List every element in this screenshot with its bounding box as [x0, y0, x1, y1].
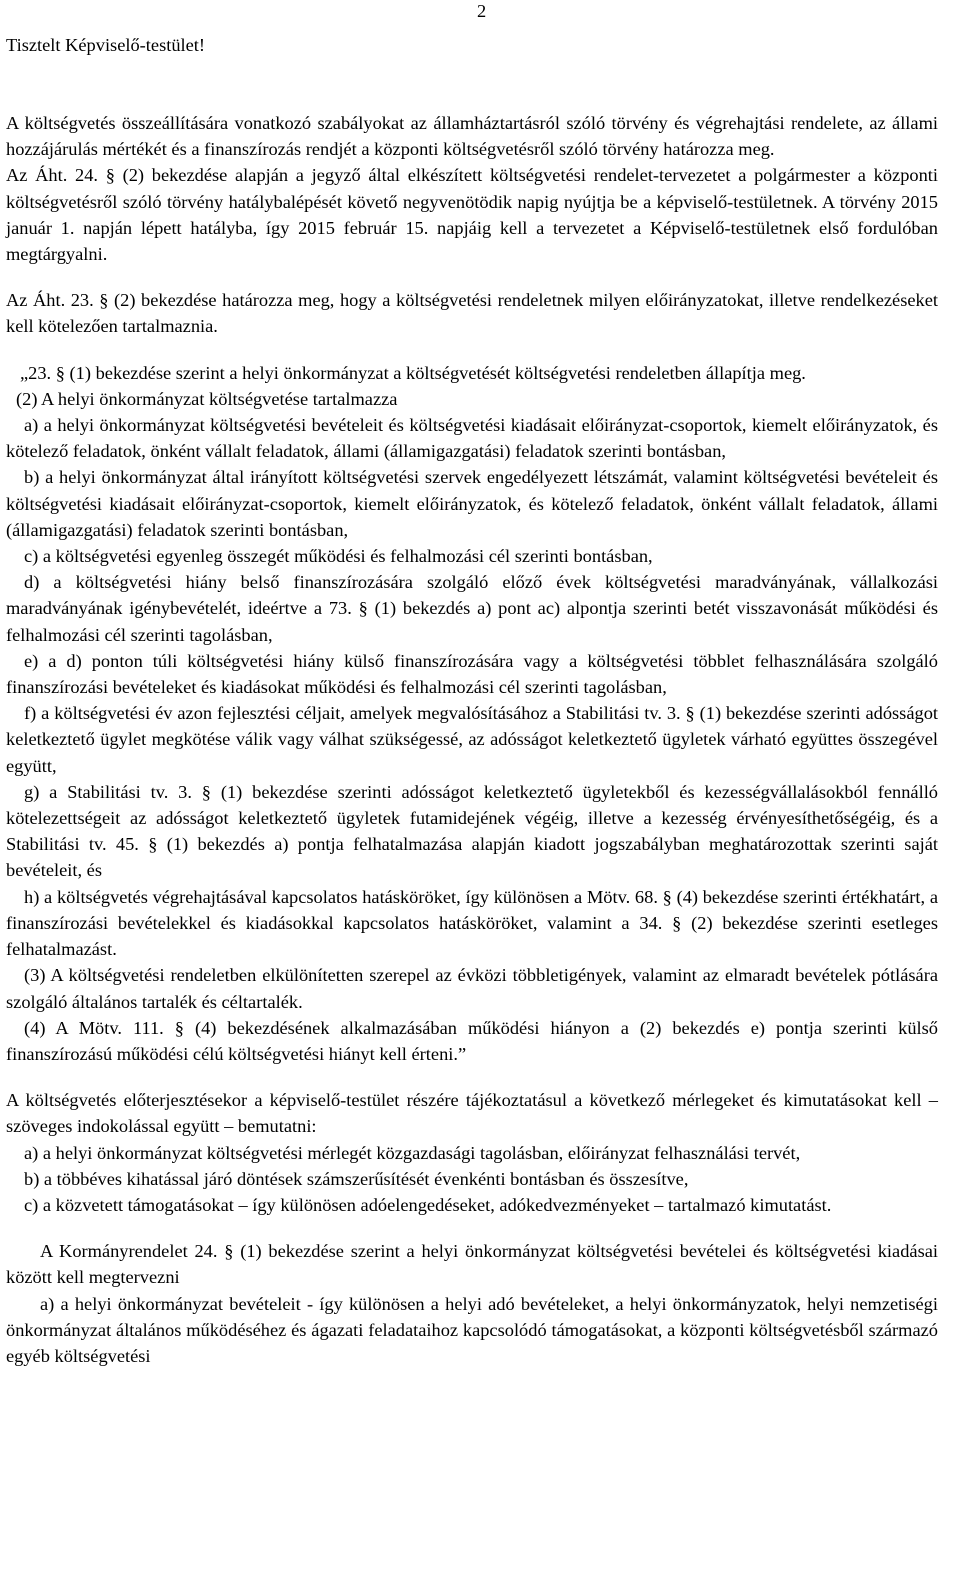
list-item-c: c) a közvetett támogatásokat – így különösen adóelengedéseket, adókedvezményeket – tartalmazó kimutatást. — [24, 1194, 832, 1215]
quote-paragraph: (2) A helyi önkormányzat költségvetése tartalmazza — [16, 388, 398, 409]
quote-item-a: a) a helyi önkormányzat költségvetési bevételeit és költségvetési kiadásait előirányzat-csoportok, kiemelt előirányzatok, és kötelező feladatok, önként vállalt feladatok, állami (államigazgatási) feladatok szerinti bontásban, — [6, 415, 938, 462]
list-item-b: b) a többéves kihatással járó döntések számszerűsítését évenkénti bontásban és összesítve, — [24, 1168, 689, 1189]
page-number: 2 — [477, 1, 487, 21]
quote-item-g: g) a Stabilitási tv. 3. § (1) bekezdése szerinti adósságot keletkeztető ügyletekből és kezességvállalásokból fennálló kötelezettségeit az adósságot keletkeztető ügyletek futamidejének végéig, illetve a kezesség érvényesíthetőségéig, és a Stabilitási tv. 45. § (1) bekezdés a) pontja felhatalmazása alapján kiadott jogszabályban meghatározottak szerinti saját bevételeit, és — [6, 781, 938, 881]
greeting: Tisztelt Képviselő-testület! — [6, 35, 206, 55]
list-item-a: a) a helyi önkormányzat bevételeit - így különösen a helyi adó bevételeket, a helyi önkormányzatok, helyi nemzetiségi önkormányzat általános működéséhez és ágazati feladataihoz kapcsolódó támogatásokat, a központi költségvetésből származó egyéb költségvetési — [6, 1293, 938, 1366]
quote-paragraph: „23. § (1) bekezdése szerint a helyi önkormányzat a költségvetését költségvetési rendeletben állapítja meg. — [20, 362, 806, 383]
list-item-a: a) a helyi önkormányzat költségvetési mérlegét közgazdasági tagolásban, előirányzat felhasználási tervét, — [24, 1142, 801, 1163]
quote-item-e: e) a d) ponton túli költségvetési hiány külső finanszírozására vagy a költségvetési többlet felhasználására szolgáló finanszírozási bevételeket és kiadásokat működési és felhalmozási cél szerinti tagolásban, — [6, 650, 938, 698]
quote-item-h: h) a költségvetés végrehajtásával kapcsolatos hatásköröket, így különösen a Mötv. 68. § (4) bekezdése szerinti értékhatárt, a finanszírozási bevételekkel és kiadásokkal kapcsolatos hatásköröket, valamint a 34. § (2) bekezdése szerinti esetleges felhatalmazást. — [6, 886, 938, 960]
paragraph: Az Áht. 24. § (2) bekezdése alapján a jegyző által elkészített költségvetési rendelet-tervezetet a polgármester a központi költségvetésről szóló törvény hatálybalépését követő negyvenötödik napig nyújtja be a képviselő-testületnek. A törvény 2015 január 1. napján lépett hatályba, így 2015 február 15. napjáig kell a tervezetet a Képviselő-testületnek első fordulóban megtárgyalni. — [6, 165, 938, 265]
paragraph: A költségvetés összeállítására vonatkozó szabályokat az államháztartásról szóló törvény és végrehajtási rendelete, az állami hozzájárulás mértékét és a finanszírozás rendjét a központi költségvetésről szóló törvény határozza meg. — [6, 113, 938, 160]
quote-paragraph-4: (4) A Mötv. 111. § (4) bekezdésének alkalmazásában működési hiányon a (2) bekezdés e) pontja szerinti külső finanszírozású működési célú költségvetési hiányt kell érteni.” — [6, 1017, 938, 1064]
document-body — [6, 110, 938, 1369]
paragraph: A Kormányrendelet 24. § (1) bekezdése szerint a helyi önkormányzat költségvetési bevételei és költségvetési kiadásai között kell megtervezni — [6, 1241, 938, 1288]
quote-item-f: f) a költségvetési év azon fejlesztési céljait, amelyek megvalósításához a Stabilitási tv. 3. § (1) bekezdése szerinti adósságot keletkeztető ügylet megkötése válik vagy válhat szükségessé, az adósságot keletkeztető ügyletek várható együttes összegével együtt, — [6, 703, 938, 776]
quote-paragraph-3: (3) A költségvetési rendeletben elkülönítetten szerepel az évközi többletigények, valamint az elmaradt bevételek pótlására szolgáló általános tartalék és céltartalék. — [6, 965, 938, 1012]
paragraph: Az Áht. 23. § (2) bekezdése határozza meg, hogy a költségvetési rendeletnek milyen előirányzatokat, illetve rendelkezéseket kell kötelezően tartalmaznia. — [6, 290, 938, 337]
paragraph: A költségvetés előterjesztésekor a képviselő-testület részére tájékoztatásul a következő mérlegeket és kimutatásokat kell – szöveges indokolással együtt – bemutatni: — [6, 1090, 938, 1137]
quote-item-b: b) a helyi önkormányzat által irányított költségvetési szervek engedélyezett létszámát, valamint költségvetési bevételeit és költségvetési kiadásait előirányzat-csoportok, kiemelt előirányzatok, és kötelező feladatok, önként vállalt feladatok, állami (államigazgatási) feladatok szerinti bontásban, — [6, 467, 938, 540]
quote-item-d: d) a költségvetési hiány belső finanszírozására szolgáló előző évek költségvetési maradványának, vállalkozási maradványának igénybevételét, ideértve a 73. § (1) bekezdés a) pont ac) alpontja szerinti betét visszavonását működési és felhalmozási cél szerinti tagolásban, — [6, 572, 938, 645]
quote-item-c: c) a költségvetési egyenleg összegét működési és felhalmozási cél szerinti bontásban, — [24, 546, 653, 567]
